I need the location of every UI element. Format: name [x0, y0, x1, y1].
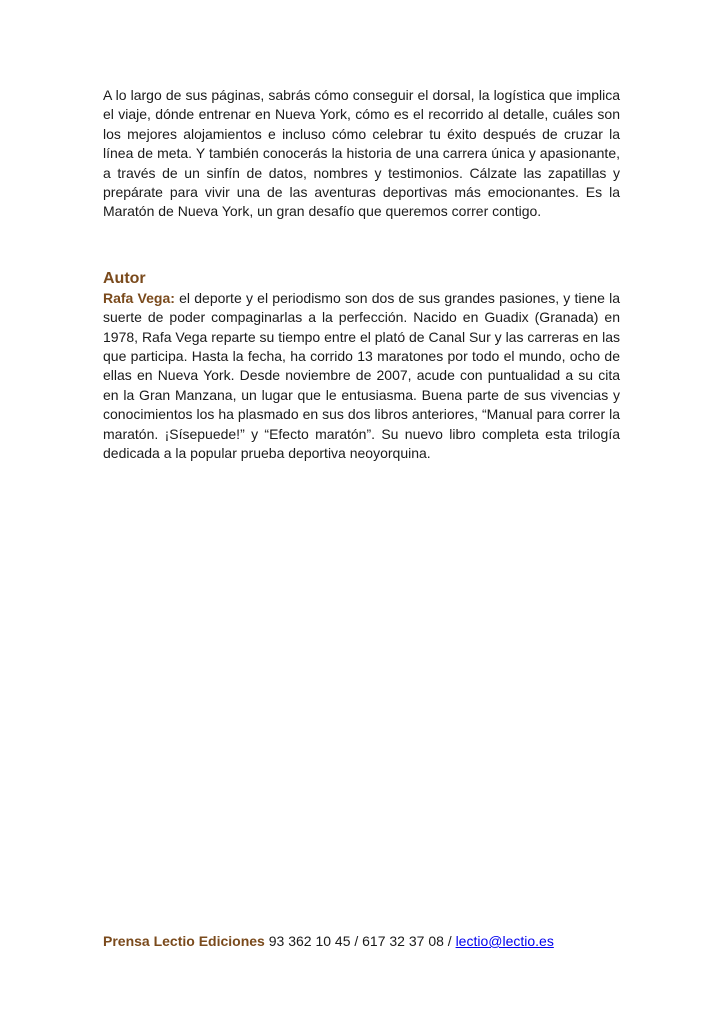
- footer-email-link[interactable]: lectio@lectio.es: [455, 933, 554, 949]
- author-heading: Autor: [103, 269, 146, 287]
- document-body: [103, 86, 620, 464]
- author-bio-paragraph: [103, 289, 620, 464]
- footer-brand: Prensa Lectio Ediciones: [103, 933, 265, 949]
- intro-paragraph: A lo largo de sus páginas, sabrás cómo conseguir el dorsal, la logística que implica el viaje, dónde entrenar en Nueva York, cómo es el recorrido al detalle, cuáles son los mejores alojamientos e incluso cómo celebrar tu éxito después de cruzar la línea de meta. Y también conocerás la historia de una carrera única y apasionante, a través de un sinfín de datos, nombres y testimonios. Cálzate las zapatillas y prepárate para vivir una de las aventuras deportivas más emocionantes. Es la Maratón de Nueva York, un gran desafío que queremos correr contigo.: [103, 87, 620, 220]
- footer-phones: 93 362 10 45 / 617 32 37 08 /: [264, 933, 456, 949]
- author-name: Rafa Vega:: [103, 289, 175, 306]
- footer: [103, 932, 554, 950]
- author-bio-text: el deporte y el periodismo son dos de sus grandes pasiones, y tiene la suerte de poder compaginarlas a la perfección. Nacido en Guadix (Granada) en 1978, Rafa Vega reparte su tiempo entre el plató de Canal Sur y las carreras en las que participa. Hasta la fecha, ha corrido 13 maratones por todo el mundo, ocho de ellas en Nueva York. Desde noviembre de 2007, acude con puntualidad a su cita en la Gran Manzana, un lugar que le entusiasma. Buena parte de sus vivencias y conocimientos los ha plasmado en sus dos libros anteriores, “Manual para correr la maratón. ¡Sísepuede!” y “Efecto maratón”. Su nuevo libro completa esta trilogía dedicada a la popular prueba deportiva neoyorquina.: [103, 289, 620, 462]
